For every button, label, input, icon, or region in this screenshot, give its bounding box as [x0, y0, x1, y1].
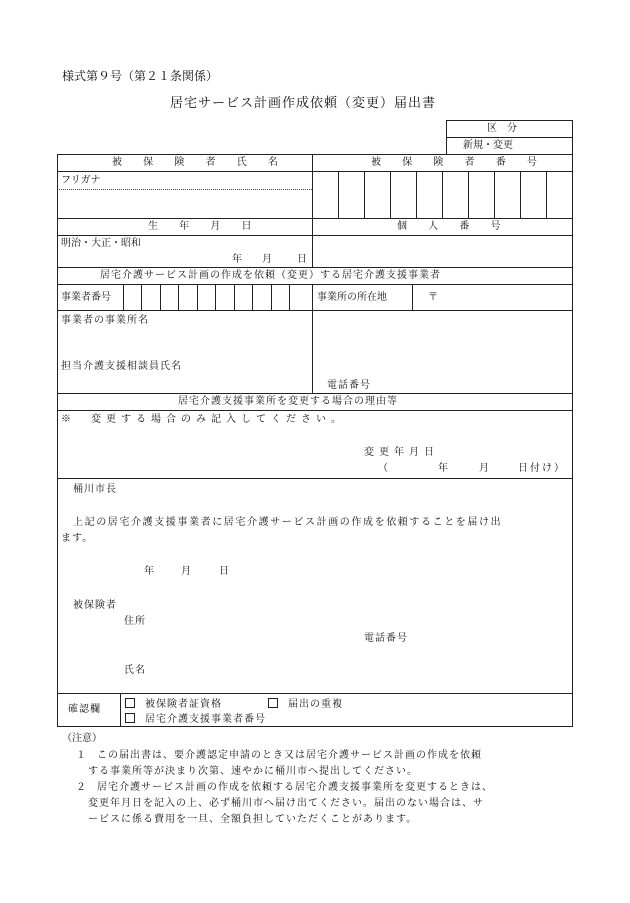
confirmation-label: 確認欄 [68, 704, 101, 715]
declaration-month-unit: 月 [181, 566, 191, 577]
insured-number-header: 被 保 険 者 番 号 [371, 157, 546, 168]
form-number: 様式第９号（第２１条関係） [62, 69, 219, 83]
notes-header: （注意） [62, 733, 102, 744]
postal-mark: 〒 [428, 292, 438, 303]
confirmation-item [125, 713, 266, 726]
confirmation-item [125, 698, 222, 711]
category-value: 新規・変更 [463, 140, 513, 151]
confirm-provider-number: 居宅介護支援事業者番号 [145, 714, 266, 725]
confirm-insurance-card: 被保険者証資格 [145, 699, 222, 710]
birth-day-unit: 日 [297, 254, 307, 265]
address-label: 住所 [124, 616, 146, 627]
category-header: 区 分 [487, 123, 517, 134]
insured-label: 被保険者 [73, 600, 117, 611]
era-options: 明治・大正・昭和 [61, 238, 141, 249]
page-title: 居宅サービス計画作成依頼（変更）届出書 [170, 96, 437, 111]
change-day-unit: 日付け） [518, 463, 566, 474]
addressee: 桶川市長 [73, 484, 117, 495]
office-name-label: 事業者の事業所名 [61, 315, 149, 326]
note-item: １ この届出書は、要介護認定申請のとき又は居宅介護サービス計画の作成を依頼 する事業所等が決まり次第、速やかに桶川市へ提出してください。 [76, 750, 482, 777]
checkbox-icon[interactable] [125, 713, 135, 723]
furigana-label: フリガナ [61, 175, 101, 186]
reason-header: 居宅介護支援事業所を変更する場合の理由等 [178, 396, 398, 407]
change-date-paren: （ [378, 463, 388, 474]
confirmation-item [268, 698, 343, 711]
insured-name-header: 被 保 険 者 氏 名 [112, 157, 287, 168]
declaration-body: 上記の居宅介護支援事業者に居宅介護サービス計画の作成を依頼することを届け出 [73, 517, 503, 528]
name-label: 氏名 [124, 665, 146, 676]
declaration-body-cont: ます。 [61, 533, 94, 544]
declaration-day-unit: 日 [219, 566, 229, 577]
confirm-duplicate: 届出の重複 [288, 699, 343, 710]
provider-number-label: 事業者番号 [61, 292, 111, 303]
provider-section-header: 居宅介護サービス計画の作成を依頼（変更）する居宅介護支援事業者 [100, 270, 441, 281]
change-date-label: 変更年月日 [364, 447, 439, 458]
declaration-year-unit: 年 [144, 566, 154, 577]
change-month-unit: 月 [479, 463, 489, 474]
reason-note: ※ 変更する場合のみ記入してください。 [61, 414, 346, 425]
birth-date-header: 生 年 月 日 [148, 221, 261, 232]
note-item: ２ 居宅介護サービス計画の作成を依頼する居宅介護支援事業所を変更するときは、 変更年月日を記入の上、必ず桶川市へ届け出てください。届出のない場合は、サ ービスに係る費用を一旦、全額負担していただくことがあります。 [76, 782, 493, 825]
change-year-unit: 年 [438, 463, 448, 474]
care-manager-label: 担当介護支援相談員氏名 [61, 361, 182, 372]
personal-number-header: 個 人 番 号 [397, 221, 510, 232]
birth-year-unit: 年 [232, 254, 242, 265]
provider-phone-label: 電話番号 [327, 380, 371, 391]
checkbox-icon[interactable] [125, 698, 135, 708]
applicant-phone-label: 電話番号 [364, 633, 408, 644]
provider-location-label: 事業所の所在地 [317, 292, 387, 303]
checkbox-icon[interactable] [268, 698, 278, 708]
birth-month-unit: 月 [262, 254, 272, 265]
